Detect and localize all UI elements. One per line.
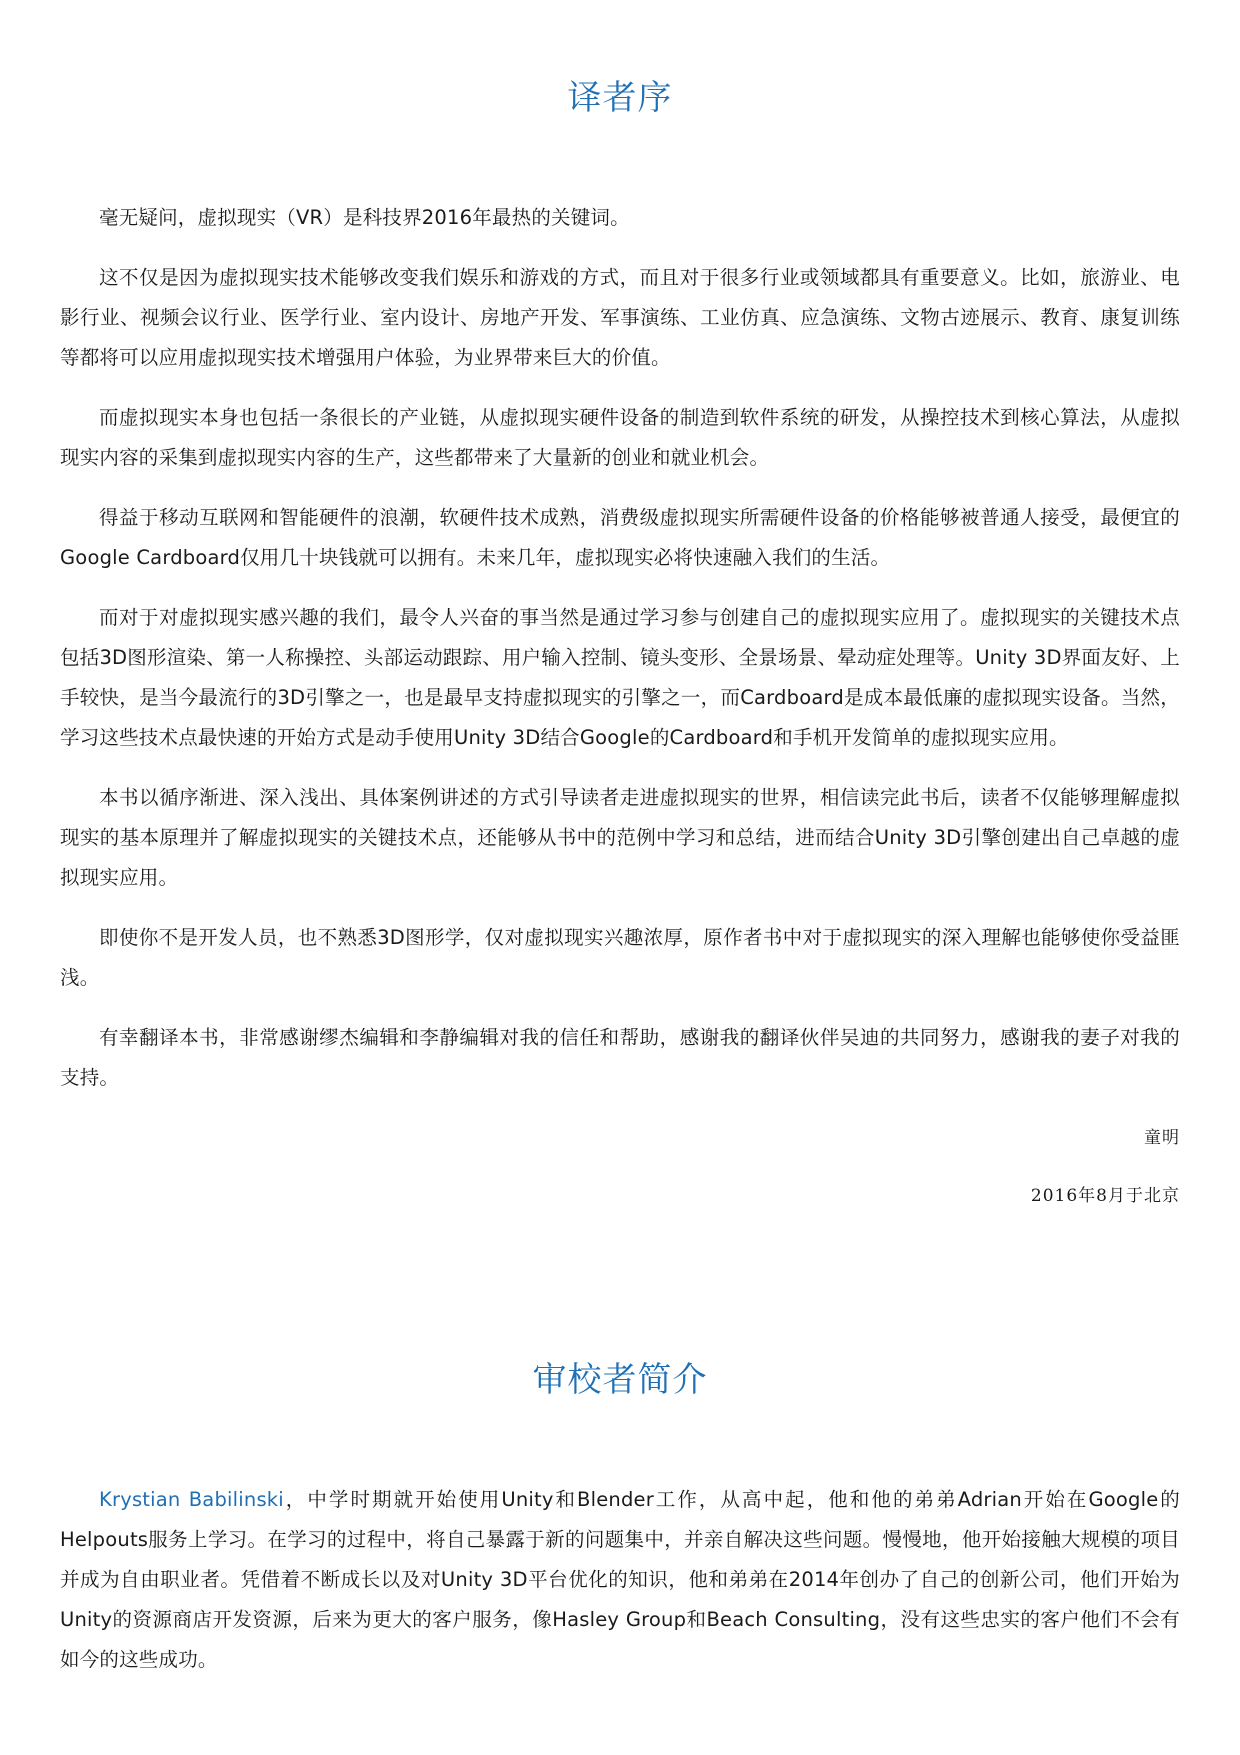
preface-paragraph: 即使你不是开发人员，也不熟悉3D图形学，仅对虚拟现实兴趣浓厚，原作者书中对于虚拟现实的深入理解也能够使你受益匪浅。 bbox=[60, 926, 1180, 989]
reviewer-body bbox=[60, 1480, 1180, 1700]
preface-paragraph: 而虚拟现实本身也包括一条很长的产业链，从虚拟现实硬件设备的制造到软件系统的研发，从操控技术到核心算法，从虚拟现实内容的采集到虚拟现实内容的生产，这些都带来了大量新的创业和就业机会。 bbox=[60, 406, 1180, 469]
reviewer-name: Krystian Babilinski bbox=[99, 1488, 284, 1511]
preface-paragraph: 有幸翻译本书，非常感谢缪杰编辑和李静编辑对我的信任和帮助，感谢我的翻译伙伴吴迪的共同努力，感谢我的妻子对我的支持。 bbox=[60, 1026, 1180, 1089]
preface-body bbox=[60, 198, 1180, 1216]
reviewer-title: 审校者简介 bbox=[532, 1360, 708, 1400]
preface-paragraph: 本书以循序渐进、深入浅出、具体案例讲述的方式引导读者走进虚拟现实的世界，相信读完此书后，读者不仅能够理解虚拟现实的基本原理并了解虚拟现实的关键技术点，还能够从书中的范例中学习和总结，进而结合Unity 3D引擎创建出自己卓越的虚拟现实应用。 bbox=[60, 786, 1180, 889]
preface-title: 译者序 bbox=[567, 78, 673, 118]
preface-paragraph: 而对于对虚拟现实感兴趣的我们，最令人兴奋的事当然是通过学习参与创建自己的虚拟现实应用了。虚拟现实的关键技术点包括3D图形渲染、第一人称操控、头部运动跟踪、用户输入控制、镜头变形、全景场景、晕动症处理等。Unity 3D界面友好、上手较快，是当今最流行的3D引擎之一，也是最早支持虚拟现实的引擎之一，而Cardboard是成本最低廉的虚拟现实设备。当然，学习这些技术点最快速的开始方式是动手使用Unity 3D结合Google的Cardboard和手机开发简单的虚拟现实应用。 bbox=[60, 606, 1180, 749]
preface-paragraph: 得益于移动互联网和智能硬件的浪潮，软硬件技术成熟，消费级虚拟现实所需硬件设备的价格能够被普通人接受，最便宜的Google Cardboard仅用几十块钱就可以拥有。未来几年，虚拟现实必将快速融入我们的生活。 bbox=[60, 506, 1180, 569]
translator-signature: 童明 bbox=[1144, 1128, 1180, 1148]
signature-date: 2016年8月于北京 bbox=[1030, 1186, 1180, 1206]
reviewer-bio: ，中学时期就开始使用Unity和Blender工作，从高中起，他和他的弟弟Adrian开始在Google的Helpouts服务上学习。在学习的过程中，将自己暴露于新的问题集中，并亲自解决这些问题。慢慢地，他开始接触大规模的项目并成为自由职业者。凭借着不断成长以及对Unity 3D平台优化的知识，他和弟弟在2014年创办了自己的创新公司，他们开始为Unity的资源商店开发资源，后来为更大的客户服务，像Hasley Group和Beach Consulting，没有这些忠实的客户他们不会有如今的这些成功。 bbox=[60, 1488, 1180, 1671]
reviewer-paragraph bbox=[60, 1480, 1180, 1680]
preface-paragraph: 毫无疑问，虚拟现实（VR）是科技界2016年最热的关键词。 bbox=[99, 206, 630, 229]
preface-paragraph: 这不仅是因为虚拟现实技术能够改变我们娱乐和游戏的方式，而且对于很多行业或领域都具有重要意义。比如，旅游业、电影行业、视频会议行业、医学行业、室内设计、房地产开发、军事演练、工业仿真、应急演练、文物古迹展示、教育、康复训练等都将可以应用虚拟现实技术增强用户体验，为业界带来巨大的价值。 bbox=[60, 266, 1180, 369]
